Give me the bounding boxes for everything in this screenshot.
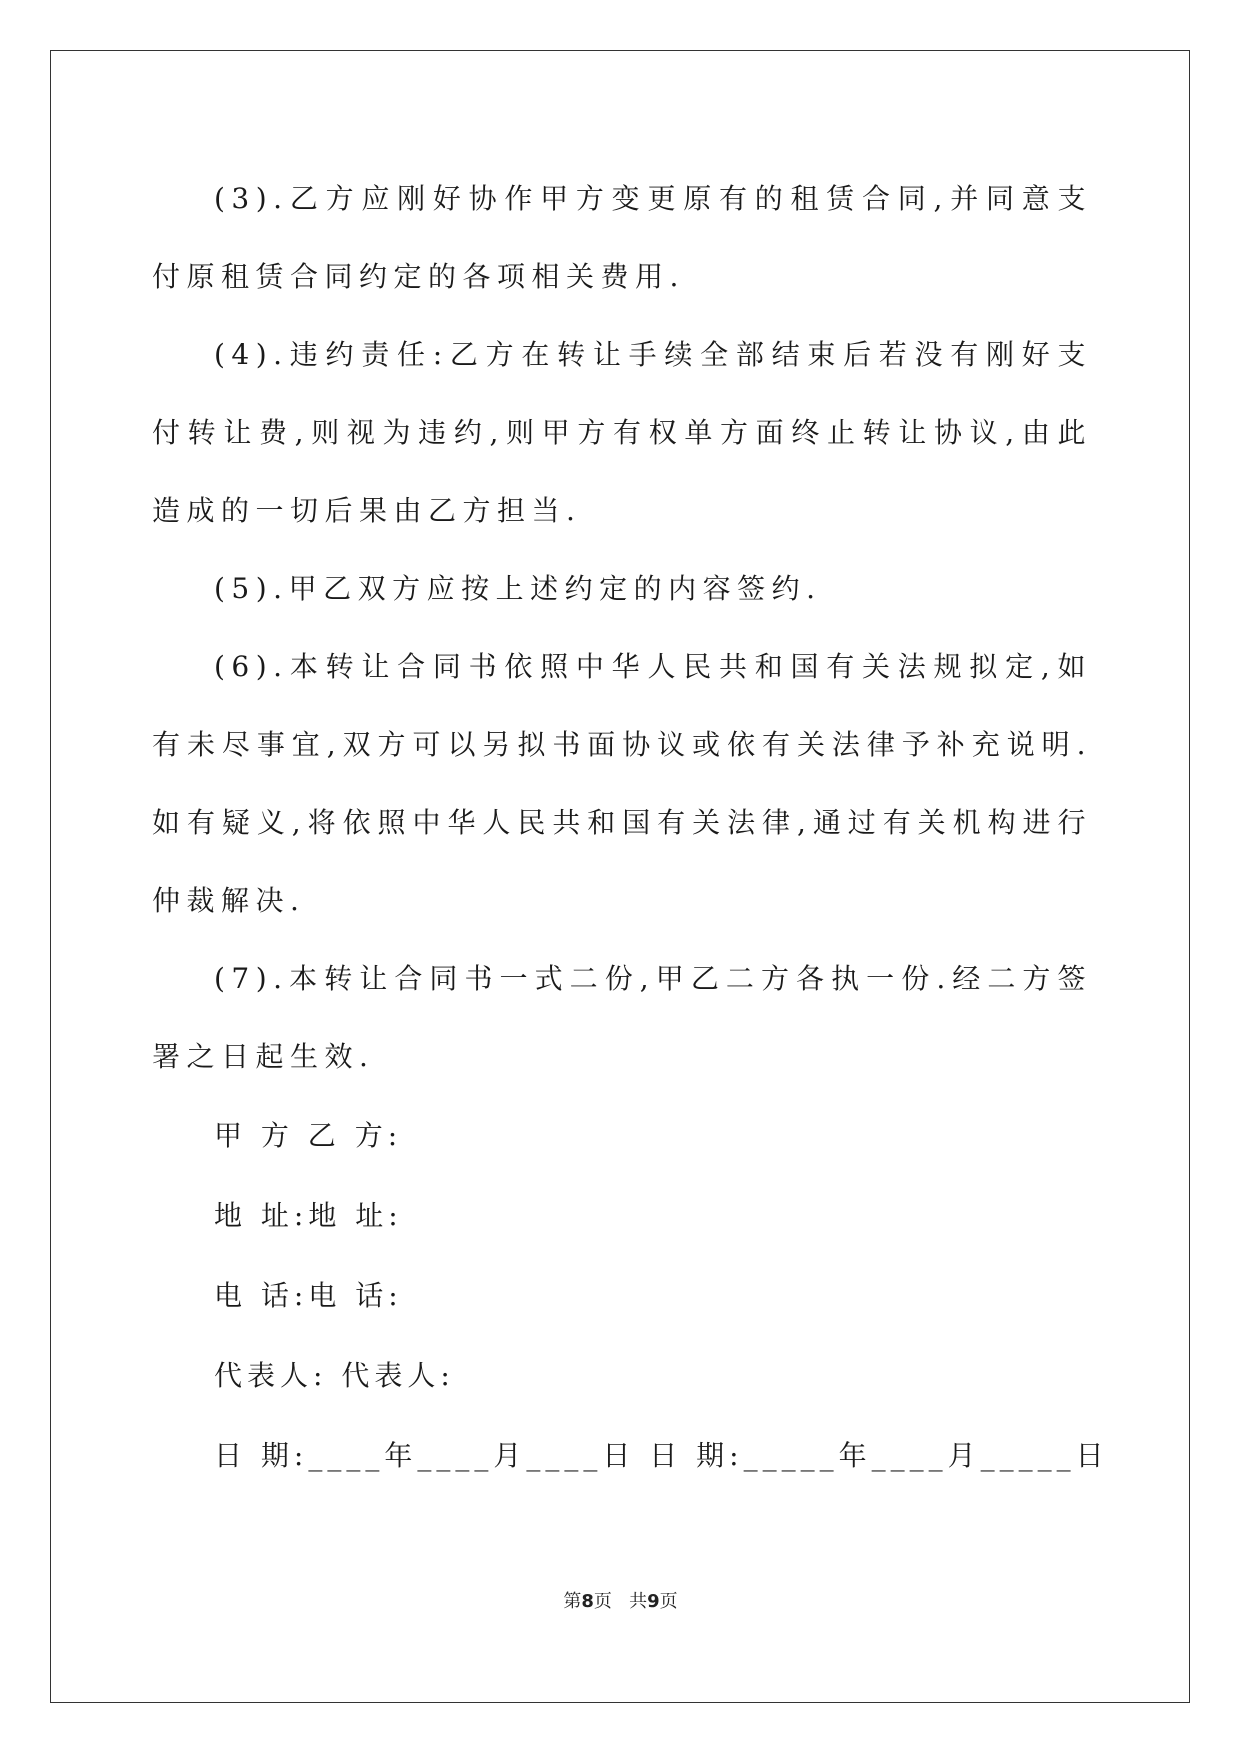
- document-body: [152, 160, 1109, 1496]
- paragraph-4: (4).违约责任:乙方在转让手续全部结束后若没有刚好支付转让费,则视为违约,则甲方有权单方面终止转让协议,由此造成的一切后果由乙方担当.: [152, 338, 1092, 527]
- signature-parties: 甲 方 乙 方:: [214, 1119, 403, 1152]
- page-total-number: 9: [647, 1591, 660, 1612]
- footer-suffix: 页: [659, 1591, 678, 1612]
- page-footer: [0, 1587, 1241, 1613]
- signature-representative: 代表人: 代表人:: [214, 1359, 455, 1392]
- paragraph-7: (7).本转让合同书一式二份,甲乙二方各执一份.经二方签署之日起生效.: [152, 962, 1092, 1073]
- signature-address: 地 址:地 址:: [214, 1199, 403, 1232]
- footer-mid: 页 共: [593, 1591, 648, 1612]
- paragraph-5: (5).甲乙双方应按上述约定的内容签约.: [214, 572, 822, 605]
- page-current-number: 8: [581, 1591, 594, 1612]
- signature-date: 日 期:____年____月____日 日 期:_____年____月_____日: [214, 1439, 1109, 1472]
- signature-block: [152, 1096, 1109, 1496]
- footer-prefix: 第: [563, 1591, 582, 1612]
- signature-phone: 电 话:电 话:: [214, 1279, 403, 1312]
- paragraph-6: (6).本转让合同书依照中华人民共和国有关法规拟定,如有未尽事宜,双方可以另拟书面协议或依有关法律予补充说明.如有疑义,将依照中华人民共和国有关法律,通过有关机构进行仲裁解决.: [152, 650, 1092, 917]
- paragraph-3: (3).乙方应刚好协作甲方变更原有的租赁合同,并同意支付原租赁合同约定的各项相关费用.: [152, 182, 1092, 293]
